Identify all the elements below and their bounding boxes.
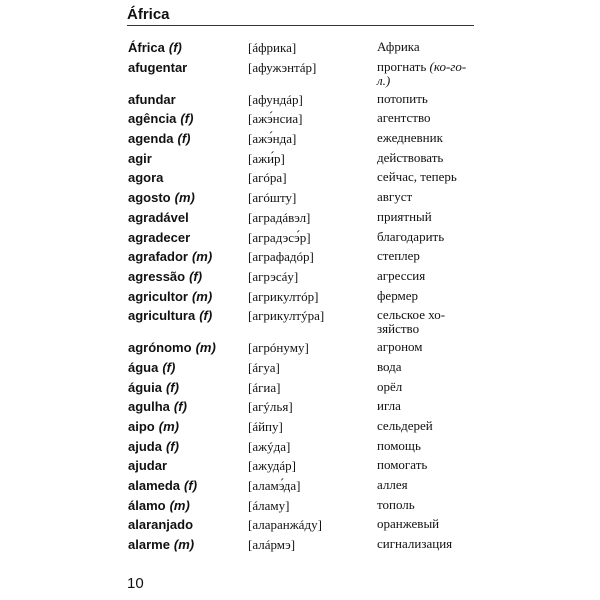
translation-text: прогнать <box>377 58 427 74</box>
translation <box>377 439 477 453</box>
gender-marker: (m) <box>191 249 213 265</box>
dictionary-entry <box>0 190 600 210</box>
translation <box>377 210 477 224</box>
headword-text: agradável <box>128 209 189 225</box>
headword-text: agricultor <box>128 288 188 304</box>
headword <box>128 340 216 356</box>
dictionary-entry <box>0 478 600 498</box>
translation <box>377 340 477 354</box>
headword-text: água <box>128 359 159 375</box>
dictionary-entry <box>0 230 600 250</box>
headword-text: álamo <box>128 497 166 513</box>
translation <box>377 498 477 512</box>
translation-text: сейчас, теперь <box>377 169 457 185</box>
pronunciation: [аграфадóр] <box>248 249 314 265</box>
headword <box>128 210 189 226</box>
dictionary-entry <box>0 380 600 400</box>
pronunciation: [ажýда] <box>248 438 291 454</box>
dictionary-entry <box>0 498 600 518</box>
translation <box>377 170 477 184</box>
translation <box>377 517 477 531</box>
gender-marker: (f) <box>173 399 187 415</box>
dictionary-entry <box>0 170 600 190</box>
headword <box>128 419 179 435</box>
headword-text: afundar <box>128 91 176 107</box>
translation <box>377 399 477 413</box>
headword <box>128 537 194 553</box>
translation <box>377 92 477 106</box>
pronunciation: [алáрмэ] <box>248 537 296 553</box>
translation <box>377 419 477 433</box>
headword <box>128 289 212 305</box>
headword <box>128 230 190 246</box>
pronunciation: [агóра] <box>248 170 287 186</box>
translation <box>377 380 477 394</box>
translation <box>377 269 477 283</box>
translation-text: помощь <box>377 437 421 453</box>
headword-text: ajudar <box>128 458 168 474</box>
headword-text: agrafador <box>128 249 188 265</box>
headword <box>128 269 202 285</box>
dictionary-entry <box>0 537 600 557</box>
pronunciation: [агýлья] <box>248 399 293 415</box>
translation-text: благодарить <box>377 228 445 244</box>
headword-text: África <box>128 40 165 55</box>
dictionary-entry <box>0 92 600 112</box>
headword <box>128 439 179 455</box>
translation <box>377 289 477 303</box>
translation <box>377 60 477 88</box>
headword <box>128 40 182 56</box>
headword <box>128 131 191 147</box>
headword <box>128 170 163 186</box>
usage-note: (ко-го-л.) <box>377 58 467 88</box>
translation-text: агроном <box>377 339 423 355</box>
dictionary-entry <box>0 340 600 360</box>
gender-marker: (m) <box>173 537 195 553</box>
header-rule <box>127 25 474 26</box>
gender-marker: (m) <box>158 419 179 434</box>
translation-text: фермер <box>377 287 418 303</box>
translation-text: сигнализация <box>377 536 453 552</box>
page-number: 10 <box>127 575 144 592</box>
pronunciation: [агóшту] <box>248 190 297 206</box>
headword-text: agora <box>128 170 164 186</box>
dictionary-entry <box>0 289 600 309</box>
gender-marker: (f) <box>189 268 203 284</box>
pronunciation: [агрэсáу] <box>248 268 299 284</box>
translation <box>377 151 477 165</box>
pronunciation: [аградэсэ́р] <box>248 229 311 245</box>
translation-text: аллея <box>377 477 408 493</box>
headword <box>128 517 193 533</box>
headword-text: alameda <box>128 478 181 494</box>
dictionary-entry <box>0 360 600 380</box>
dictionary-entry <box>0 40 600 60</box>
translation-text: помогать <box>377 457 428 473</box>
translation-text: Африка <box>377 39 420 54</box>
headword-text: águia <box>128 379 162 395</box>
entry-list <box>0 40 600 557</box>
headword <box>128 151 152 167</box>
translation <box>377 131 477 145</box>
dictionary-entry <box>0 151 600 171</box>
translation <box>377 40 477 54</box>
headword-text: afugentar <box>128 59 188 75</box>
translation-text: игла <box>377 398 401 414</box>
pronunciation: [агрикултýра] <box>248 308 325 324</box>
headword-text: agulha <box>128 399 170 415</box>
pronunciation: [афужэнтáр] <box>248 59 317 75</box>
pronunciation: [áгиа] <box>248 379 281 395</box>
dictionary-entry <box>0 210 600 230</box>
headword-text: agressão <box>128 268 186 284</box>
dictionary-entry <box>0 419 600 439</box>
translation-text: орёл <box>377 378 403 394</box>
headword-text: agrónomo <box>128 340 192 356</box>
translation-text: действовать <box>377 149 444 165</box>
pronunciation: [аградáвэл] <box>248 209 311 225</box>
translation-text: сельдерей <box>377 418 433 433</box>
dictionary-entry <box>0 131 600 151</box>
translation <box>377 308 477 336</box>
headword <box>128 190 195 206</box>
translation-text: август <box>377 189 413 205</box>
headword-text: agenda <box>128 131 174 147</box>
pronunciation: [áйпу] <box>248 419 283 434</box>
gender-marker: (f) <box>168 40 182 55</box>
headword <box>128 92 176 108</box>
dictionary-entry <box>0 458 600 478</box>
headword <box>128 498 190 514</box>
translation-text: ежедневник <box>377 130 443 146</box>
translation-text: агентство <box>377 110 431 126</box>
translation-text: приятный <box>377 208 432 224</box>
pronunciation: [аларанжáду] <box>248 517 322 533</box>
pronunciation: [áгуа] <box>248 359 280 375</box>
headword <box>128 458 167 474</box>
headword <box>128 380 179 396</box>
translation <box>377 230 477 244</box>
pronunciation: [ажи́р] <box>248 150 285 166</box>
translation <box>377 111 477 125</box>
headword <box>128 249 212 265</box>
translation <box>377 249 477 263</box>
headword <box>128 399 187 415</box>
pronunciation: [ажудáр] <box>248 458 296 474</box>
dictionary-entry <box>0 269 600 289</box>
headword <box>128 360 175 376</box>
dictionary-entry <box>0 249 600 269</box>
gender-marker: (f) <box>184 478 198 494</box>
running-head: África <box>127 6 170 23</box>
pronunciation: [áфрика] <box>248 40 297 55</box>
headword-text: alaranjado <box>128 517 194 533</box>
dictionary-entry <box>0 60 600 92</box>
gender-marker: (f) <box>165 438 179 454</box>
headword-text: agradecer <box>128 229 191 245</box>
gender-marker: (f) <box>165 379 179 395</box>
gender-marker: (m) <box>174 190 195 206</box>
gender-marker: (m) <box>169 497 190 513</box>
pronunciation: [агрóнуму] <box>248 340 309 356</box>
dictionary-entry <box>0 517 600 537</box>
dictionary-entry <box>0 439 600 459</box>
headword <box>128 60 187 76</box>
headword-text: agir <box>128 150 152 166</box>
headword-text: ajuda <box>128 438 162 454</box>
headword-text: agência <box>128 111 177 127</box>
headword <box>128 478 197 494</box>
pronunciation: [ажэ́нда] <box>248 131 297 147</box>
translation-text: агрессия <box>377 267 426 283</box>
headword-text: agricultura <box>128 308 196 324</box>
translation <box>377 458 477 472</box>
pronunciation: [агрикултóр] <box>248 288 319 304</box>
pronunciation: [ажэ́нсиа] <box>248 111 303 127</box>
headword-text: agosto <box>128 190 171 206</box>
translation <box>377 190 477 204</box>
dictionary-entry <box>0 308 600 340</box>
translation <box>377 537 477 551</box>
gender-marker: (m) <box>195 340 216 356</box>
headword <box>128 111 193 127</box>
headword-text: aipo <box>128 419 155 434</box>
pronunciation: [афундáр] <box>248 91 303 107</box>
translation-text: вода <box>377 358 402 374</box>
gender-marker: (f) <box>177 131 191 147</box>
translation-text: степлер <box>377 248 420 264</box>
translation-text: сельское хо-зяйство <box>377 307 446 337</box>
gender-marker: (m) <box>191 288 213 304</box>
translation-text: оранжевый <box>377 516 440 532</box>
translation-text: тополь <box>377 496 415 512</box>
translation-text: потопить <box>377 90 428 106</box>
pronunciation: [áламу] <box>248 497 290 513</box>
headword-text: alarme <box>128 537 170 553</box>
translation <box>377 478 477 492</box>
gender-marker: (f) <box>199 308 213 324</box>
gender-marker: (f) <box>180 111 194 127</box>
gender-marker: (f) <box>162 359 176 375</box>
dictionary-entry <box>0 399 600 419</box>
pronunciation: [аламэ́да] <box>248 478 301 494</box>
translation <box>377 360 477 374</box>
headword <box>128 308 212 324</box>
dictionary-entry <box>0 111 600 131</box>
